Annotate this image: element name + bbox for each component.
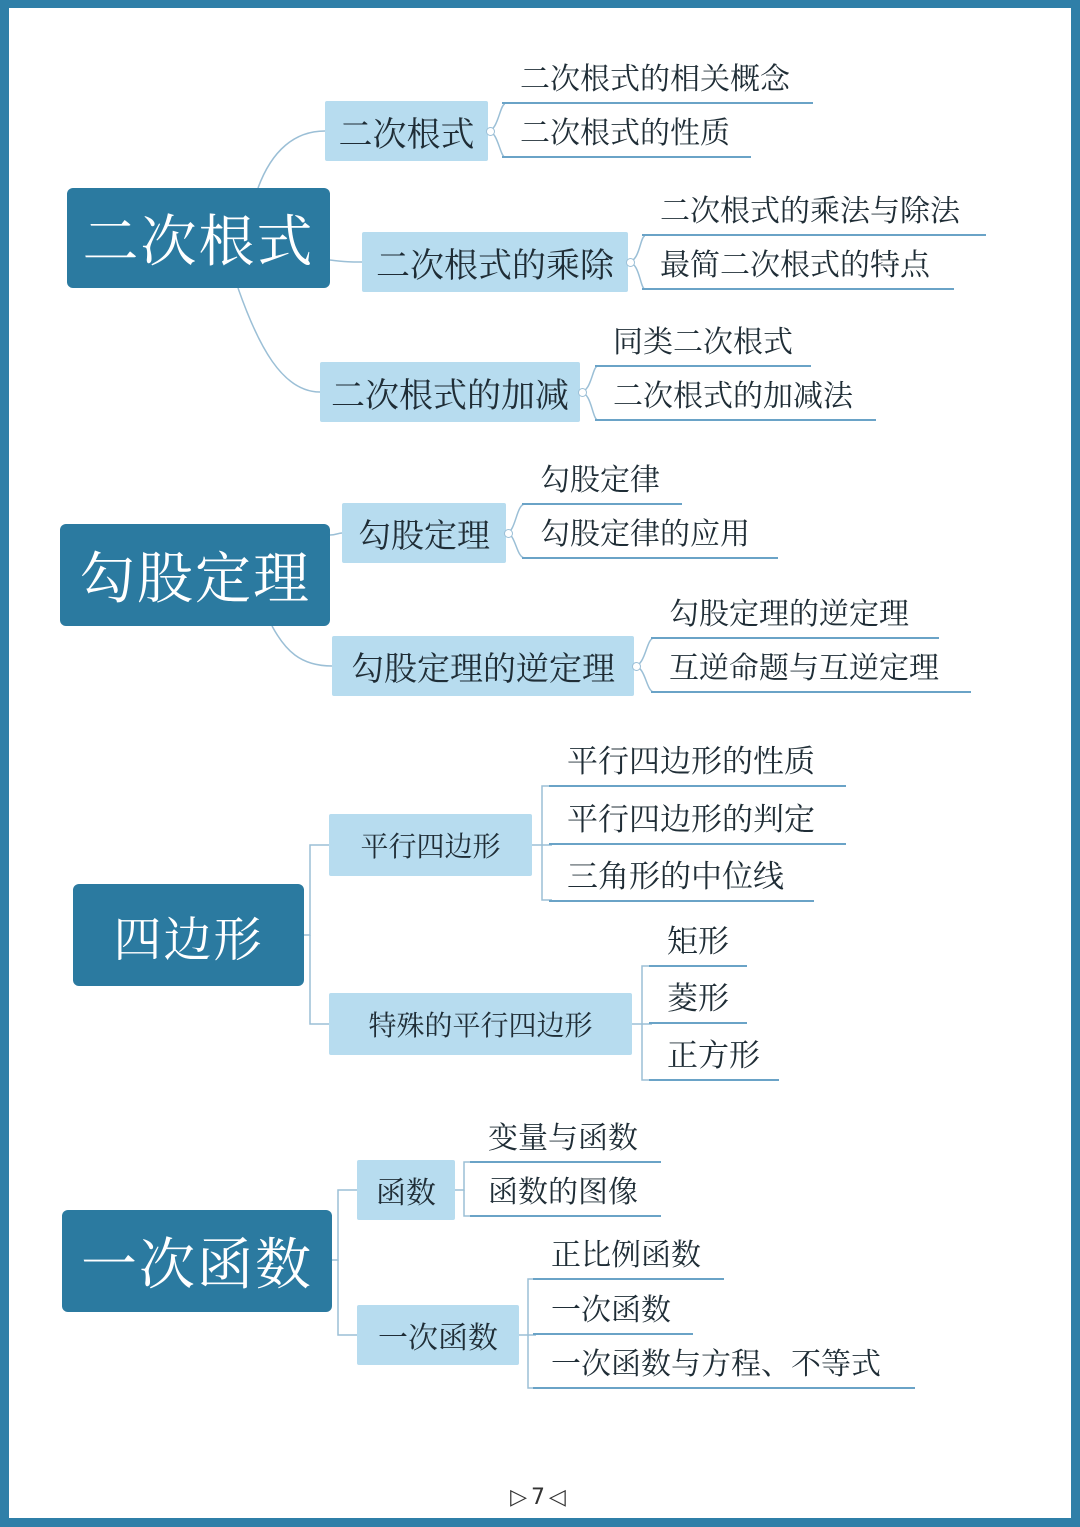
leaf-pythagorean-application: 勾股定律的应用	[522, 513, 778, 559]
left-arrow-icon: ◁	[549, 1485, 570, 1510]
leaf-parallelogram-criteria: 平行四边形的判定	[549, 799, 846, 845]
topic-pythagorean: 勾股定理	[342, 503, 506, 563]
leaf-radical-mul-div-rules: 二次根式的乘法与除法	[642, 190, 986, 236]
page-number	[0, 1485, 1080, 1510]
leaf-simplest-radical: 最简二次根式的特点	[642, 244, 954, 290]
topic-special-parallelograms: 特殊的平行四边形	[329, 993, 632, 1055]
right-arrow-icon: ▷	[510, 1485, 531, 1510]
leaf-function-graphs: 函数的图像	[470, 1171, 661, 1217]
topic-radical-add-sub: 二次根式的加减	[320, 362, 580, 422]
section-title-linear-functions: 一次函数	[62, 1210, 332, 1312]
connector-dot	[504, 529, 513, 538]
leaf-converse-theorem: 勾股定理的逆定理	[651, 593, 939, 639]
page-number-value: 7	[531, 1485, 549, 1510]
leaf-direct-proportion: 正比例函数	[533, 1234, 724, 1280]
leaf-like-radicals: 同类二次根式	[595, 321, 811, 367]
section-title-radicals: 二次根式	[67, 188, 330, 288]
leaf-linear-function: 一次函数	[533, 1289, 693, 1335]
leaf-square: 正方形	[649, 1035, 779, 1081]
section-title-quadrilaterals: 四边形	[73, 884, 304, 986]
topic-linear-functions: 一次函数	[357, 1305, 519, 1365]
leaf-rhombus: 菱形	[649, 978, 747, 1024]
leaf-radical-properties: 二次根式的性质	[502, 112, 751, 158]
section-title-pythagorean: 勾股定理	[60, 524, 330, 626]
leaf-triangle-midline: 三角形的中位线	[549, 856, 814, 902]
connector-dot	[626, 258, 635, 267]
connector-dot	[578, 388, 587, 397]
leaf-rectangle: 矩形	[649, 921, 747, 967]
leaf-radical-concepts: 二次根式的相关概念	[502, 58, 813, 104]
topic-parallelogram: 平行四边形	[329, 814, 532, 876]
leaf-pythagorean-law: 勾股定律	[522, 459, 682, 505]
topic-functions: 函数	[357, 1160, 455, 1220]
leaf-inverse-propositions: 互逆命题与互逆定理	[651, 647, 971, 693]
topic-radical-mul-div: 二次根式的乘除	[362, 232, 628, 292]
connector-dot	[486, 127, 495, 136]
leaf-radical-add-sub-rules: 二次根式的加减法	[595, 375, 876, 421]
leaf-parallelogram-properties: 平行四边形的性质	[549, 741, 846, 787]
leaf-equations-inequalities: 一次函数与方程、不等式	[533, 1343, 915, 1389]
topic-radicals: 二次根式	[325, 101, 488, 161]
topic-pythagorean-converse: 勾股定理的逆定理	[332, 636, 634, 696]
connector-dot	[632, 662, 641, 671]
leaf-variables-and-functions: 变量与函数	[470, 1117, 661, 1163]
